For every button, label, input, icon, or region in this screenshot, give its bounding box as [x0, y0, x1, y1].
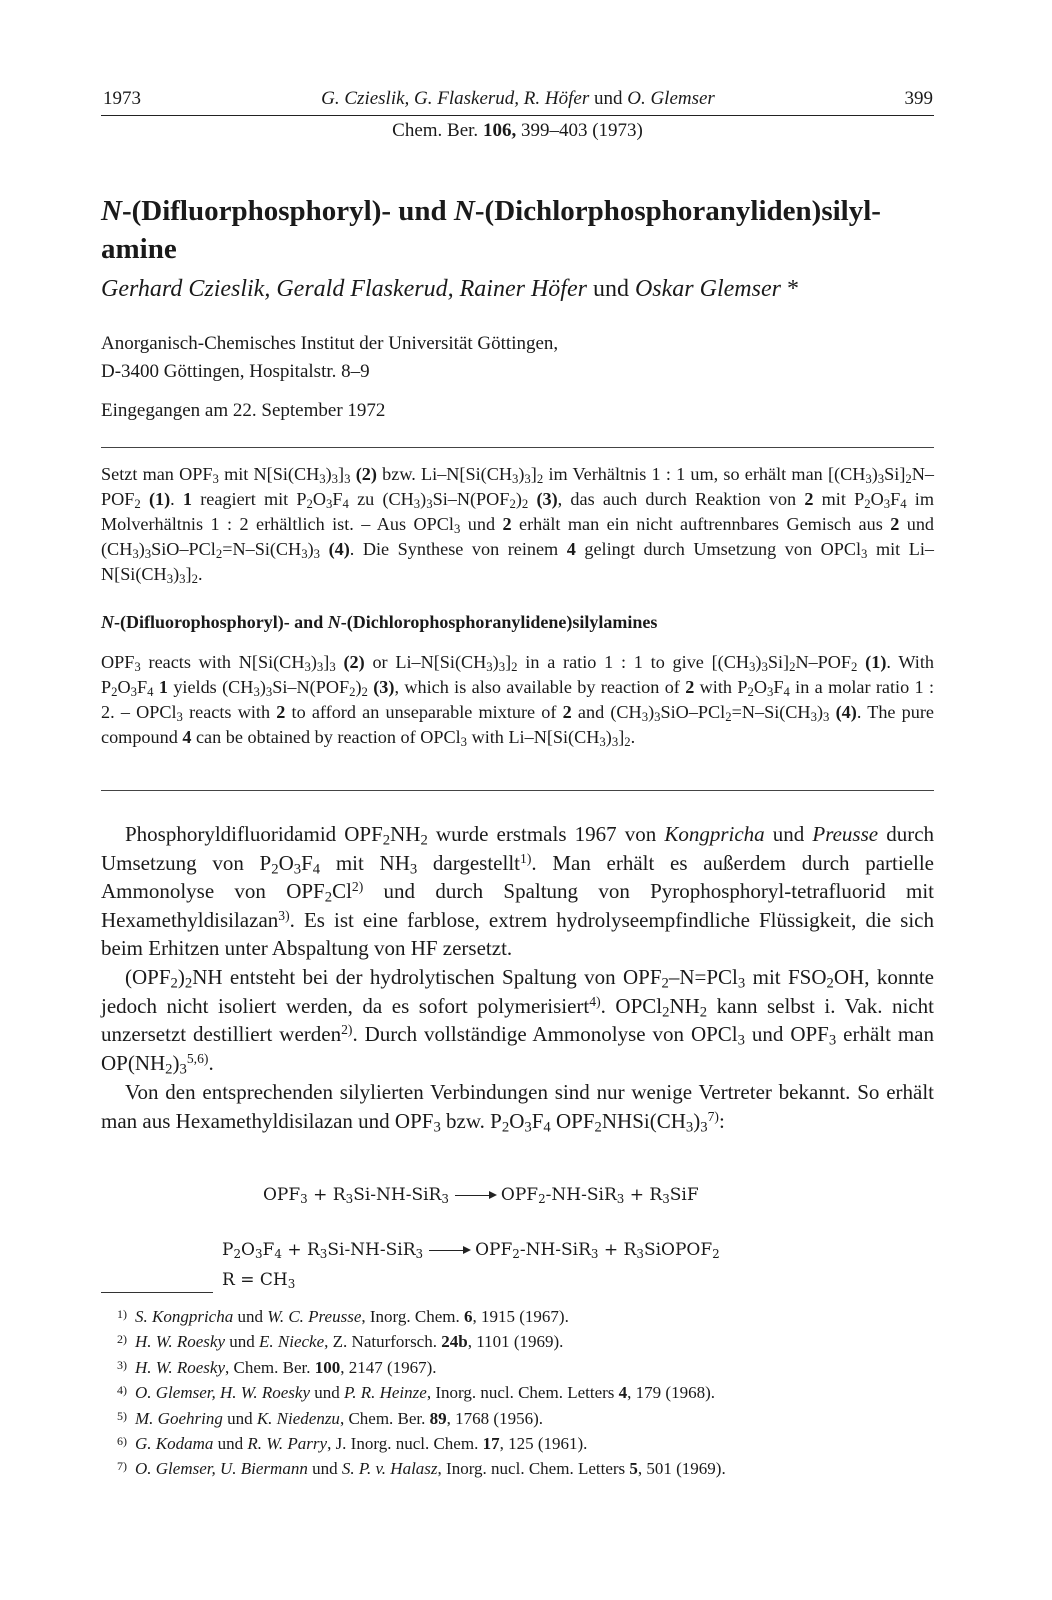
footnote: 5) M. Goehring und K. Niedenzu, Chem. Ber. 89, 1768 (1956). [117, 1408, 543, 1428]
body-paragraph-2: $(OPF_2)_2NH$ entsteht bei der hydrolytischen Spaltung von $OPF_2-N=PCl_3$ mit $FSO_2OH$, konnte jedoch nicht isoliert werden, da es sofort polymerisiert$^{4)}$. $OPCl_2NH_2$ kann selbst i. Vak. nicht unzersetzt destilliert werden$^{2)}$. Durch vollständige Ammonolyse von OPCl$_3$ und $OPF_3$ erhält man $OP(NH_2)_3^{5,6)}$. [101, 965, 935, 1078]
header-rule [101, 115, 934, 116]
reaction-arrow [429, 1250, 469, 1251]
header-year: 1973 [103, 88, 141, 109]
footnote: 7) O. Glemser, U. Biermann und S. P. v. Halasz, Inorg. nucl. Chem. Letters 5, 501 (1969). [117, 1459, 726, 1479]
body-paragraph-1: Phosphoryldifluoridamid $OPF_2NH_2$ wurde erstmals 1967 von Kongpricha und Preusse durch Umsetzung von $P_2O_3F_4$ mit $NH_3$ dargestellt$^{1)}$. Man erhält es außerdem durch partielle Ammonolyse von $OPF_2Cl^{2)}$ und durch Spaltung von Pyrophosphoryl-tetrafluorid mit Hexamethyldisilazan$^{3)}$. Es ist eine farblose, extrem hydrolyseempfindliche Flüssigkeit, die sich beim Erhitzen unter Abspaltung von HF zersetzt. [101, 822, 935, 960]
footnote: 4) O. Glemser, H. W. Roesky und P. R. Heinze, Inorg. nucl. Chem. Letters 4, 179 (1968). [117, 1383, 715, 1403]
received-date: Eingegangen am 22. September 1972 [101, 400, 386, 421]
ref-7: 7) [707, 1108, 719, 1124]
footnote: 1) S. Kongpricha und W. C. Preusse, Inorg. Chem. 6, 1915 (1967). [117, 1307, 569, 1326]
reaction-arrow [455, 1195, 495, 1196]
abstract-english-title: N-(Difluorophosphoryl)- and N-(Dichlorophosphoranylidene)silylamines [101, 612, 658, 632]
article-title: N-(Difluorphosphoryl)- und N-(Dichlorphosphoranyliden)silyl- amine [101, 195, 881, 265]
abstract-english: $OPF_3$ reacts with $N[Si(CH_3)_3]_3$ (2) or $Li-N[Si(CH_3)_3]_2$ in a ratio 1 : 1 to give $[(CH_3)_3Si]_2N-POF_2$ (1). With $P_2O_3F_4$ 1 yields $(CH_3)_3Si-N(POF_2)_2$ (3), which is also available by reaction of 2 with $P_2O_3F_4$ in a molar ratio 1 : 2. – OPCl$_3$ reacts with 2 to afford an unseparable mixture of 2 and $(CH_3)_3SiO-PCl_2=N-Si(CH_3)_3$ (4). The pure compound 4 can be obtained by reaction of OPCl$_3$ with $Li-N[Si(CH_3)_3]_2$. [101, 652, 935, 750]
r-group-definition: $R = CH_3$ [222, 1270, 296, 1291]
journal-citation: Chem. Ber. 106, 399–403 (1973) [392, 120, 643, 141]
header-authors: G. Czieslik, G. Flaskerud, R. Höfer und O. Glemser [321, 88, 715, 109]
ref-5-6: 5,6) [186, 1050, 209, 1066]
body-paragraph-3: Von den entsprechenden silylierten Verbindungen sind nur wenige Vertreter bekannt. So erhält man aus Hexamethyldisilazan und $OPF_3$ bzw. $P_2O_3F_4$ $OPF_2NHSi(CH_3)_3^{7)}$: [101, 1080, 934, 1136]
abstract-rule-top [101, 447, 934, 448]
ref-4: 4) [589, 993, 601, 1009]
footnote: 2) H. W. Roesky und E. Niecke, Z. Naturforsch. 24b, 1101 (1969). [117, 1332, 564, 1352]
running-header [103, 88, 933, 118]
footnote: 6) G. Kodama und R. W. Parry, J. Inorg. nucl. Chem. 17, 125 (1961). [117, 1434, 588, 1454]
ref-2: 2) [341, 1022, 353, 1038]
ref-2: 2) [351, 879, 364, 895]
ref-3: 3) [278, 907, 290, 923]
footnote-rule [101, 1292, 213, 1293]
abstract-german: Setzt man $OPF_3$ mit $N[Si(CH_3)_3]_3$ (2) bzw. $Li-N[Si(CH_3)_3]_2$ im Verhältnis 1 : 1 um, so erhält man $[(CH_3)_3Si]_2N-POF_2$ (1). 1 reagiert mit $P_2O_3F_4$ zu $(CH_3)_3Si-N(POF_2)_2$ (3), das auch durch Reaktion von 2 mit $P_2O_3F_4$ im Molverhältnis 1 : 2 erhältlich ist. – Aus OPCl$_3$ und 2 erhält man ein nicht auftrennbares Gemisch aus 2 und $(CH_3)_3SiO-PCl_2=N-Si(CH_3)_3$ (4). Die Synthese von reinem 4 gelingt durch Umsetzung von OPCl$_3$ mit $Li-N[Si(CH_3)_3]_2$. [101, 464, 935, 587]
footnote-list [101, 1303, 934, 1481]
footnote: 3) H. W. Roesky, Chem. Ber. 100, 2147 (1967). [117, 1357, 437, 1377]
author-list: Gerhard Czieslik, Gerald Flaskerud, Rainer Höfer und Oskar Glemser * [101, 276, 799, 302]
institution-address: Anorganisch-Chemisches Institut der Universität Göttingen, D-3400 Göttingen, Hospitalstr. 8–9 [101, 333, 559, 382]
reaction-equation-2: $P_2O_3F_4 + R_3Si-NH-SiR_3$ $OPF_2-NH-SiR_3$ + $R_3SiOPOF_2$ [222, 1240, 720, 1261]
reaction-equation-1: $OPF_3 + R_3Si-NH-SiR_3$ $OPF_2-NH-SiR_3 + R_3SiF$ [263, 1185, 699, 1206]
abstract-rule-bottom [101, 790, 934, 791]
header-page-number: 399 [904, 88, 933, 109]
ref-1: 1) [520, 850, 532, 866]
